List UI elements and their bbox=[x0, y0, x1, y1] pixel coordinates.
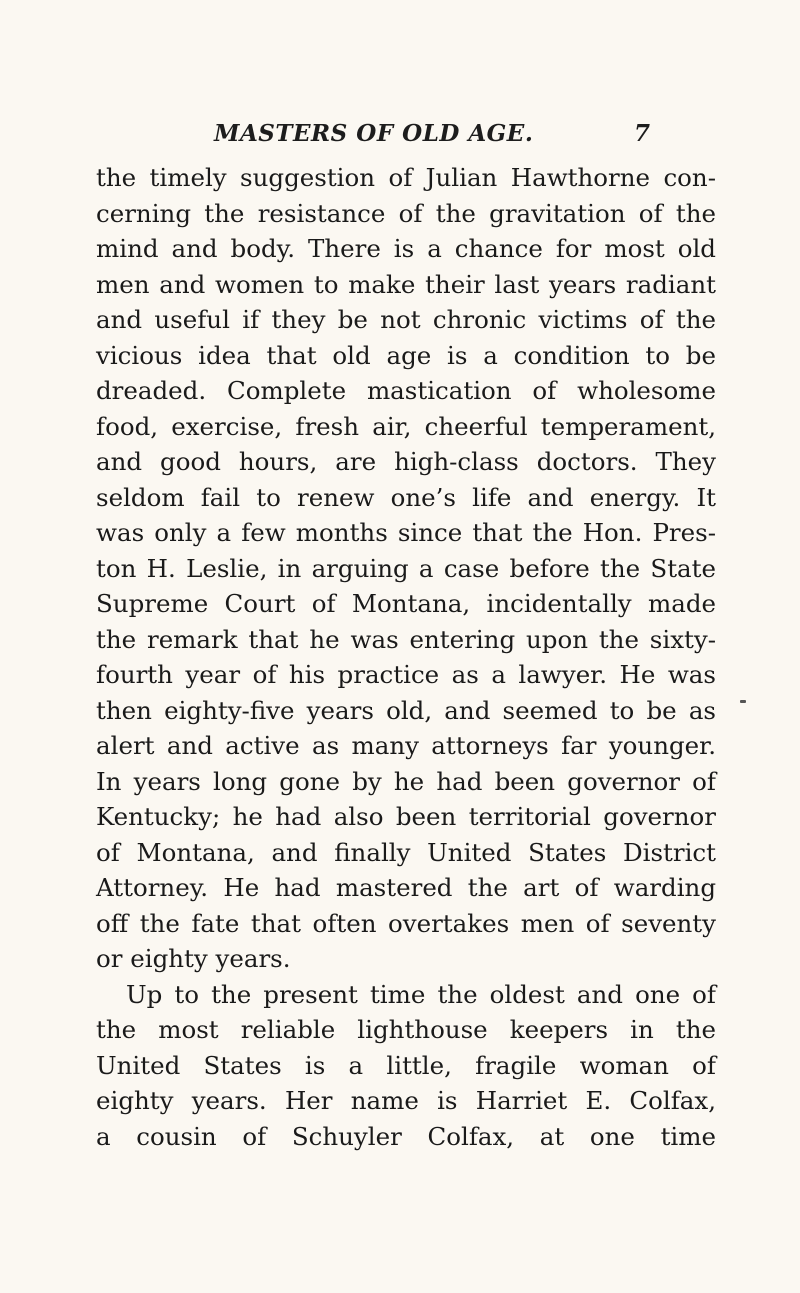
text-line: of Montana, and finally United States District bbox=[96, 837, 716, 867]
text-line: Kentucky; he had also been territorial governor bbox=[96, 802, 716, 831]
body-text bbox=[96, 160, 716, 1154]
text-line: ton H. Leslie, in arguing a case before the State bbox=[96, 553, 716, 583]
text-line: seldom fail to renew one’s life and energy. It bbox=[96, 482, 716, 512]
paragraph-start-line: Up to the present time the oldest and one of bbox=[126, 979, 716, 1009]
text-line: eighty years. Her name is Harriet E. Colfax, bbox=[96, 1086, 716, 1115]
text-line: fourth year of his practice as a lawyer. He was bbox=[96, 660, 716, 689]
text-line: Supreme Court of Montana, incidentally made bbox=[96, 589, 716, 618]
text-line: and useful if they be not chronic victims of the bbox=[96, 305, 716, 334]
text-line: In years long gone by he had been governor of bbox=[96, 766, 716, 796]
running-title: MASTERS OF OLD AGE. bbox=[214, 120, 534, 147]
text-line: Attorney. He had mastered the art of warding bbox=[96, 873, 716, 902]
text-line: food, exercise, fresh air, cheerful temperament, bbox=[96, 411, 716, 441]
text-line: men and women to make their last years radiant bbox=[96, 269, 716, 299]
text-line: the timely suggestion of Julian Hawthorne con- bbox=[96, 163, 716, 192]
text-line: was only a few months since that the Hon. Pres- bbox=[96, 518, 716, 547]
running-head bbox=[96, 118, 656, 158]
text-line: United States is a little, fragile woman of bbox=[96, 1050, 716, 1080]
text-line: cerning the resistance of the gravitation of the bbox=[96, 198, 716, 228]
text-line: the remark that he was entering upon the sixty- bbox=[96, 624, 716, 654]
text-line: and good hours, are high-class doctors. They bbox=[96, 447, 716, 476]
text-line: dreaded. Complete mastication of wholesome bbox=[96, 376, 716, 405]
text-line: mind and body. There is a chance for most old bbox=[96, 234, 716, 263]
text-line: off the fate that often overtakes men of seventy bbox=[96, 908, 716, 938]
margin-mark bbox=[740, 700, 746, 703]
page-number: 7 bbox=[633, 120, 650, 147]
text-line: then eighty-five years old, and seemed to be as bbox=[96, 695, 716, 725]
text-line: alert and active as many attorneys far younger. bbox=[96, 731, 716, 760]
paragraph-end-line: or eighty years. bbox=[96, 944, 291, 973]
text-line: the most reliable lighthouse keepers in the bbox=[96, 1015, 716, 1044]
text-line: a cousin of Schuyler Colfax, at one time bbox=[96, 1121, 716, 1151]
text-line: vicious idea that old age is a condition to be bbox=[96, 340, 716, 370]
